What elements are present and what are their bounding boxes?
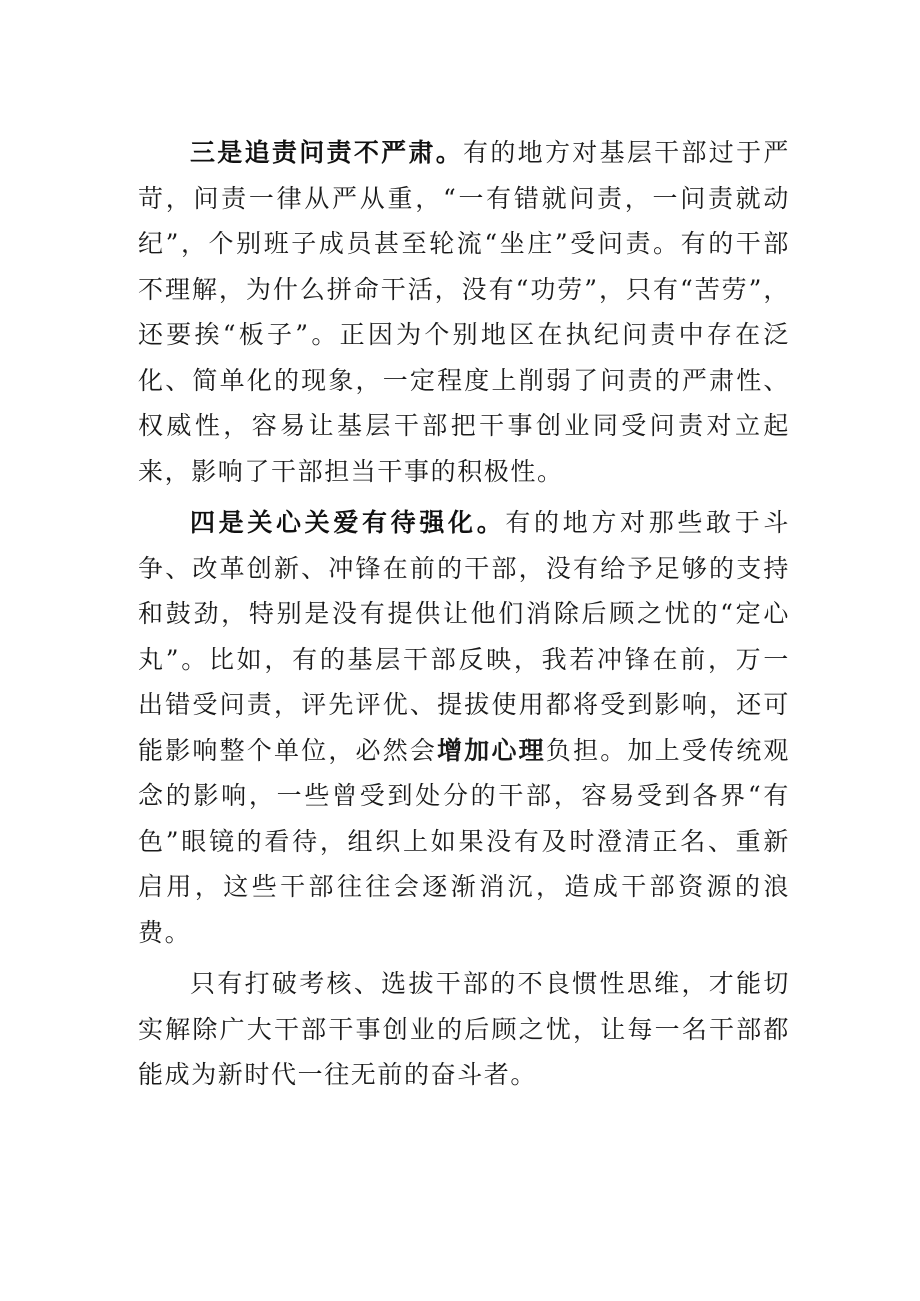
paragraph-conclusion [138, 961, 790, 1098]
paragraph-heading: 四是关心关爱有待强化。 [190, 508, 506, 537]
emphasized-text: 增加心理 [437, 735, 546, 765]
paragraph-accountability [138, 130, 790, 494]
document-body [138, 130, 790, 1104]
paragraph-text: 有的地方对那些敢于斗争、改革创新、冲锋在前的干部，没有给予足够的支持和鼓劲，特别是没有提供让他们消除后顾之忧的“定心丸”。比如，有的基层干部反映，我若冲锋在前，万一出错受问责，评先评优、提拔使用都将受到影响，还可能影响整个单位，必然会 [138, 508, 790, 765]
paragraph-care [138, 500, 790, 955]
paragraph-heading: 三是追责问责不严肃。 [190, 138, 464, 167]
paragraph-text: 只有打破考核、选拔干部的不良惯性思维，才能切实解除广大干部干事创业的后顾之忧，让每一名干部都能成为新时代一往无前的奋斗者。 [138, 969, 790, 1089]
paragraph-text: 有的地方对基层干部过于严苛，问责一律从严从重，“一有错就问责，一问责就动纪”，个别班子成员甚至轮流“坐庄”受问责。有的干部不理解，为什么拼命干活，没有“功劳”，只有“苦劳”，还要挨“板子”。正因为个别地区在执纪问责中存在泛化、简单化的现象，一定程度上削弱了问责的严肃性、权威性，容易让基层干部把干事创业同受问责对立起来，影响了干部担当干事的积极性。 [138, 138, 790, 486]
paragraph-text: 负担。加上受传统观念的影响，一些曾受到处分的干部，容易受到各界“有色”眼镜的看待，组织上如果没有及时澄清正名、重新启用，这些干部往往会逐渐消沉，造成干部资源的浪费。 [138, 735, 790, 947]
